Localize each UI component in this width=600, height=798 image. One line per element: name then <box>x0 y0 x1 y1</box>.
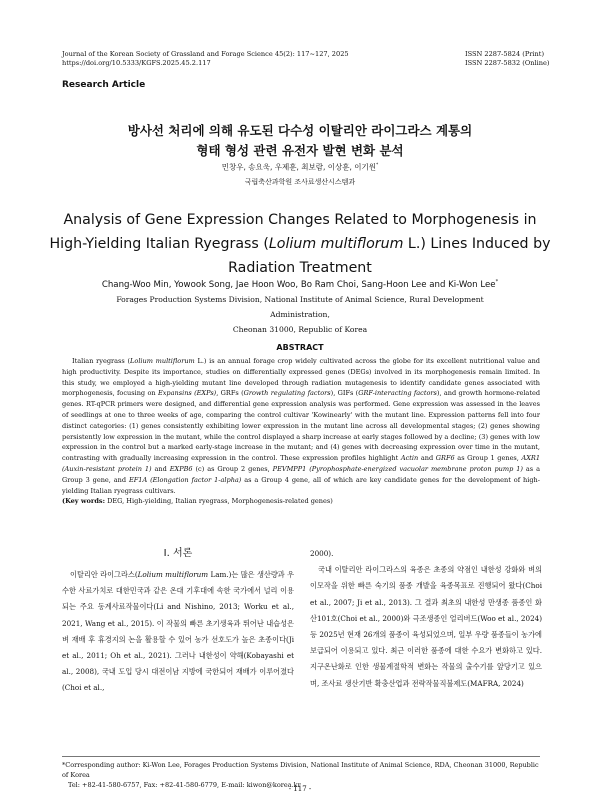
article-type: Research Article <box>62 80 146 90</box>
body-column-right <box>310 546 542 692</box>
english-title <box>0 208 600 280</box>
abstract-italic: PEVMPP1 (Pyrophosphate-energized vacuolar membrane proton pump 1) <box>272 464 523 473</box>
english-affiliation <box>90 292 510 337</box>
body-column-left <box>62 544 294 697</box>
abstract-italic: EF1A (Elongation factor 1-alpha) <box>128 475 242 484</box>
abstract-text: (c) as Group 2 genes, <box>192 464 273 473</box>
issn-print: ISSN 2287-5824 (Print) <box>465 50 545 58</box>
abstract-italic: Expansins (EXPs) <box>157 389 217 398</box>
korean-title-line1: 방사선 처리에 의해 유도된 다수성 이탈리안 라이그라스 계통의 <box>127 123 473 138</box>
abstract-text: as a Group 4 gene, all of which are key candidate genes for the development of high-yielding Italian ryegrass cultivars. <box>62 475 540 495</box>
page-number: - 117 - <box>288 785 312 793</box>
section-heading-introduction: Ⅰ. 서론 <box>163 548 193 559</box>
footnote-line1: *Corresponding author: Ki-Won Lee, Forages Production Systems Division, National Institute of Animal Science, RDA, Cheonan 31000, Republic of Korea <box>62 761 539 779</box>
body-text: 이탈리안 라이그라스( <box>70 570 138 579</box>
issn-online: ISSN 2287-5832 (Online) <box>465 59 550 68</box>
abstract-italic: AXR1 (Auxin-resistant protein 1) <box>62 454 540 473</box>
intro-paragraph-continued: 2000). <box>310 549 334 558</box>
english-affiliation-line2: Cheonan 31000, Republic of Korea <box>232 325 368 334</box>
footnote-line2: Tel: +82-41-580-6757, Fax: +82-41-580-6779, E-mail: kiwon@korea.kr <box>68 781 301 789</box>
footnote-divider <box>62 756 540 757</box>
doi-link[interactable]: https://doi.org/10.5333/KGFS.2025.45.2.117 <box>62 59 211 68</box>
abstract-text: and <box>418 454 436 463</box>
intro-paragraph-2: 국내 이탈리안 라이그라스의 육종은 초종의 약점인 내한성 강화와 벼의 이모작을 위한 빠른 숙기의 품종 개발을 육종목표로 진행되어 왔다(Choi et al., 2007; Ji et al., 2013). 그 결과 최초의 내한성 만생종 품종인 화산101호(Choi et al., 2000)와 극조생종인 얼리버드(Woo et al., 2024) 등 2025년 현재 26개의 품종이 육성되었으며, 일부 우량 품종들이 농가에 보급되어 이용되고 있다. 최근 이러한 품종에 대한 수요가 변화하고 있다. 지구온난화로 인한 생물계절학적 변화는 작물의 출수기를 앞당기고 있으며, 조사료 생산기반 확충산업과 전략작물직불제도(MAFRA, 2024) <box>310 565 543 688</box>
abstract-italic: Actin <box>400 454 419 463</box>
abstract-italic: Growth regulating factors <box>243 389 331 398</box>
abstract-text: as Group 1 genes, <box>454 454 522 463</box>
abstract-text: L.) is an annual forage crop widely cultivated across the globe for its excellent nutritional value and high productivity. Despite its importance, studies on differentially expressed genes (DEGs) involved in its morphogenesis remain limited. In this study, we employed a high-yielding mutant line developed through radiation mutagenesis to identify candidate genes associated with morphogenesis, focusing on <box>62 357 541 398</box>
abstract-body <box>62 356 540 507</box>
keywords <box>62 496 540 507</box>
abstract-paragraph <box>62 356 540 496</box>
species-name: Lolium multiflorum <box>268 236 404 252</box>
korean-authors <box>0 161 600 173</box>
abstract-italic: Lolium multiflorum <box>130 357 195 365</box>
korean-corresponding-mark: * <box>376 163 379 168</box>
english-title-line3: Radiation Treatment <box>228 260 372 276</box>
abstract-text: Italian ryegrass ( <box>72 357 131 365</box>
korean-title <box>0 121 600 161</box>
abstract-text: ), and growth hormone-related genes. RT-qPCR primers were designed, and differential gene expression analysis was performed. Gene expression was assessed in the leaves of seedlings at one to three weeks of age, comparing the control cultivar 'Kowinearly' with the mutant line. Expression patterns fell into four distinct categories: (1) genes consistently exhibiting lower expression in the mutant line across all developmental stages; (2) genes showing persistently low expression in the mutant, while the control displayed a sharp increase at early stages followed by a decline; (3) genes with low expression in the control but a marked early-stage increase in the mutant; and (4) genes with decreasing expression over time in the mutant, contrasting with gradually increasing expression in the control. These expression profiles highlight <box>62 389 541 463</box>
abstract-text: ), GIFs ( <box>330 389 359 398</box>
english-title-line1: Analysis of Gene Expression Changes Related to Morphogenesis in <box>63 212 537 228</box>
species-name: Lolium multiflorum <box>137 570 209 579</box>
korean-title-line2: 형태 형성 관련 유전자 발현 변화 분석 <box>196 143 404 158</box>
korean-author-list: 민창우, 송요욱, 우제훈, 최보람, 이상훈, 이기원 <box>221 162 376 172</box>
abstract-italic: GRF-interacting factors <box>358 389 437 398</box>
abstract-text: and <box>151 464 170 473</box>
issn-block <box>465 50 549 69</box>
title-text: High-Yielding Italian Ryegrass ( <box>49 236 269 252</box>
english-corresponding-mark: * <box>495 279 499 285</box>
english-title-line2 <box>0 232 600 256</box>
abstract-italic: EXPB6 <box>169 464 193 473</box>
body-text: Lam.)는 많은 생산량과 우수한 사료가치로 대한민국과 같은 온대 기후대에 속한 국가에서 널리 이용되는 주요 동계사료작물이다(Li and Nishino, 2013; Worku et al., 2021, Wang et al., 2015). 이 작물의 빠른 초기생육과 뛰어난 내습성은 벼 재배 후 휴경지의 논을 활용할 수 있어 농가 선호도가 높은 초종이다(Ji et al., 2011; Oh et al., 2021). 그러나 내한성이 약해(Kobayashi et al., 2008), 국내 도입 당시 대전이남 지방에 국한되어 재배가 이루어졌다(Choi et al., <box>62 570 295 693</box>
abstract-italic: GRF6 <box>435 454 455 463</box>
english-authors <box>0 277 600 290</box>
abstract-text: , GRFs ( <box>216 389 244 398</box>
keywords-text: DEG, High-yielding, Italian ryegrass, Morphogenesis-related genes) <box>105 497 333 506</box>
title-text: L.) Lines Induced by <box>403 236 551 252</box>
korean-affiliation: 국립축산과학원 조사료생산시스템과 <box>244 178 356 186</box>
keywords-label: (Key words: <box>62 497 106 506</box>
journal-header <box>62 50 349 69</box>
english-author-list: Chang-Woo Min, Yowook Song, Jae Hoon Woo, Bo Ram Choi, Sang-Hoon Lee and Ki-Won Lee <box>101 279 496 290</box>
abstract-text: as a Group 3 gene, and <box>62 464 540 484</box>
journal-citation: Journal of the Korean Society of Grassland and Forage Science 45(2): 117~127, 2025 <box>62 50 349 58</box>
english-affiliation-line1: Forages Production Systems Division, National Institute of Animal Science, Rural Development Administration, <box>116 295 484 319</box>
intro-paragraph-1 <box>62 567 294 697</box>
abstract-heading: ABSTRACT <box>276 343 324 352</box>
